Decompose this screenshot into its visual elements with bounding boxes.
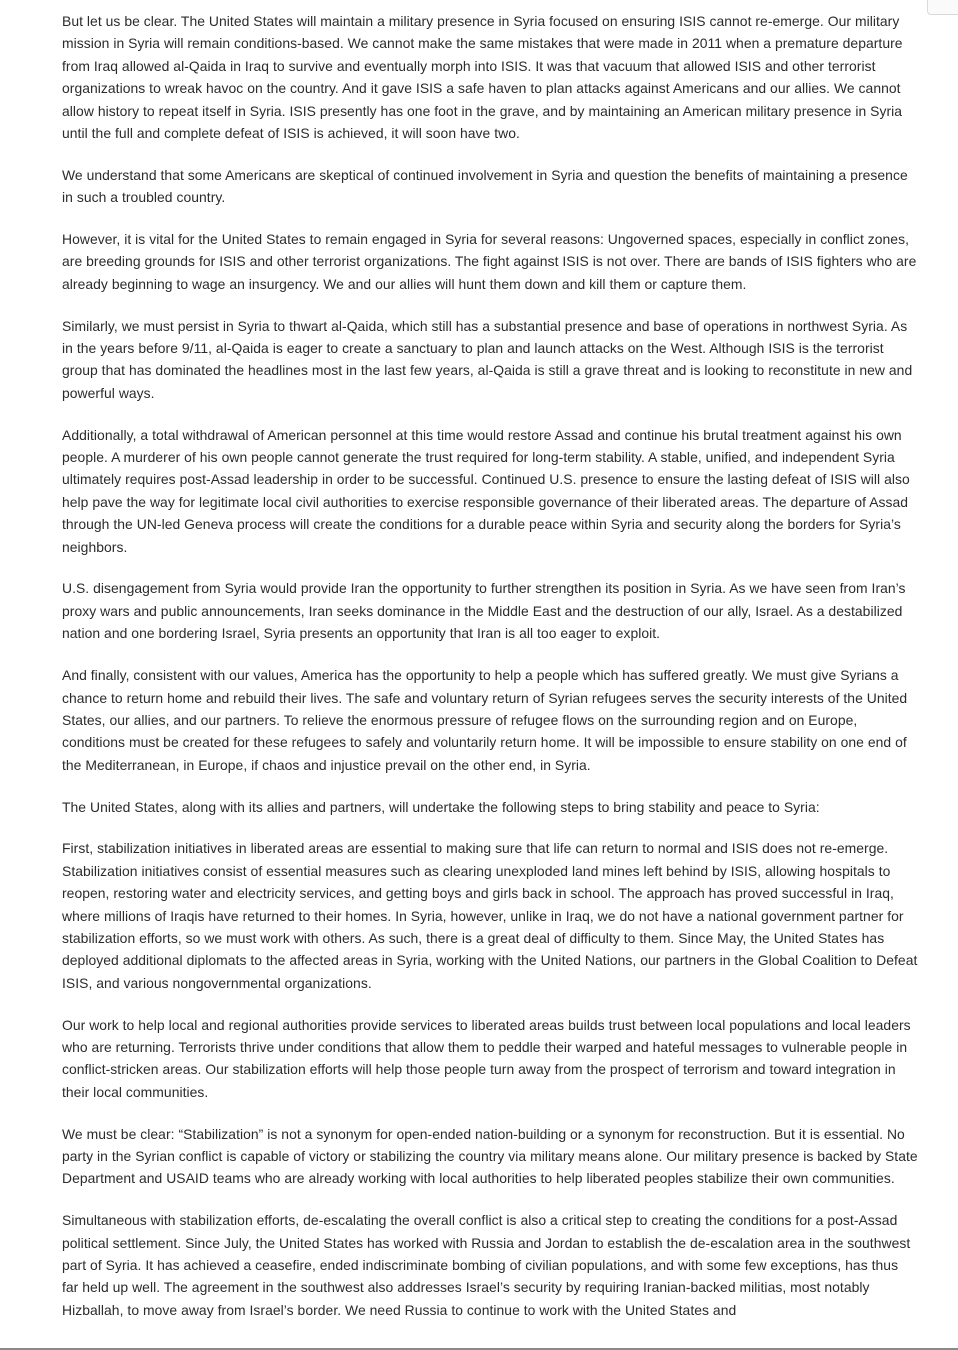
article-body (62, 10, 918, 1341)
paragraph-9: First, stabilization initiatives in liberated areas are essential to making sure that life can return to normal and ISIS does not re-emerge. Stabilization initiatives consist of essential measures such as clearing unexploded land mines left behind by ISIS, allowing hospitals to reopen, restoring water and electricity services, and getting boys and girls back in school. The approach has proved successful in Iraq, where millions of Iraqis have returned to their homes. In Syria, however, unlike in Iraq, we do not have a national government partner for stabilization efforts, so we must work with others. As such, there is a great deal of difficulty to them. Since May, the United States has deployed additional diplomats to the affected areas in Syria, working with the United Nations, our partners in the Global Coalition to Defeat ISIS, and various nongovernmental organizations. (62, 840, 918, 991)
paragraph-12: Simultaneous with stabilization efforts, de-escalating the overall conflict is also a critical step to creating the conditions for a post-Assad political settlement. Since July, the United States has worked with Russia and Jordan to establish the de-escalation area in the southwest part of Syria. It has achieved a ceasefire, ended indiscriminate bombing of civilian populations, and with some few exceptions, has thus far held up well. The agreement in the southwest also addresses Israel’s security by requiring Iranian-backed militias, most notably Hizballah, to move away from Israel’s border. We need Russia to continue to work with the United States and (62, 1212, 911, 1318)
paragraph-8: The United States, along with its allies and partners, will undertake the following steps to bring stability and peace to Syria: (62, 798, 820, 815)
paragraph-10: Our work to help local and regional authorities provide services to liberated areas builds trust between local populations and local leaders who are returning. Terrorists thrive under conditions that allow them to peddle their warped and hateful messages to vulnerable people in conflict-stricken areas. Our stabilization efforts will help those people turn away from the prospect of terrorism and toward integration in their local communities. (62, 1016, 911, 1100)
paragraph-3: However, it is vital for the United States to remain engaged in Syria for several reasons: Ungoverned spaces, especially in conflict zones, are breeding grounds for ISIS and other terrorist organizations. The fight against ISIS is not over. There are bands of ISIS fighters who are already beginning to wage an insurgency. We and our allies will hunt them down and kill them or capture them. (62, 231, 917, 292)
paragraph-11: We must be clear: “Stabilization” is not a synonym for open-ended nation-building or a synonym for reconstruction. But it is essential. No party in the Syrian conflict is capable of victory or stabilizing the country via military means alone. Our military presence is backed by State Department and USAID teams who are already working with local authorities to help liberated peoples stabilize their own communities. (62, 1125, 918, 1187)
paragraph-2: We understand that some Americans are skeptical of continued involvement in Syria and question the benefits of maintaining a presence in such a troubled country. (62, 166, 908, 206)
paragraph-5: Additionally, a total withdrawal of American personnel at this time would restore Assad and continue his brutal treatment against his own people. A murderer of his own people cannot generate the trust required for long-term stability. A stable, unified, and independent Syria ultimately requires post-Assad leadership in order to be successful. Continued U.S. presence to ensure the lasting defeat of ISIS will also help pave the way for legitimate local civil authorities to exercise responsible governance of their liberated areas. The departure of Assad through the UN-led Geneva process will create the conditions for a durable peace within Syria and security along the borders for Syria’s neighbors. (62, 426, 910, 555)
paragraph-7: And finally, consistent with our values, America has the opportunity to help a people which has suffered greatly. We must give Syrians a chance to return home and rebuild their lives. The safe and voluntary return of Syrian refugees serves the security interests of the United States, our allies, and our partners. To relieve the enormous pressure of refugee flows on the surrounding region and on Europe, conditions must be created for these refugees to safely and voluntarily return home. It will be impossible to ensure stability on one end of the Mediterranean, in Europe, if chaos and injustice prevail on the other end, in Syria. (62, 667, 908, 773)
window-corner-edge (927, 0, 958, 15)
paragraph-6: U.S. disengagement from Syria would provide Iran the opportunity to further strengthen its position in Syria. As we have seen from Iran’s proxy wars and public announcements, Iran seeks dominance in the Middle East and the destruction of our ally, Israel. As a destabilized nation and one bordering Israel, Syria presents an opportunity that Iran is all too eager to exploit. (62, 580, 906, 642)
paragraph-1: But let us be clear. The United States will maintain a military presence in Syria focused on ensuring ISIS cannot re-emerge. Our military mission in Syria will remain conditions-based. We cannot make the same mistakes that were made in 2011 when a premature departure from Iraq allowed al-Qaida in Iraq to survive and eventually morph into ISIS. It was that vacuum that allowed ISIS and other terrorist organizations to wreak havoc on the country. And it gave ISIS a safe haven to plan attacks against Americans and our allies. We cannot allow history to repeat itself in Syria. ISIS presently has one foot in the grave, and by maintaining an American military presence in Syria until the full and complete defeat of ISIS is achieved, it will soon have two. (62, 13, 903, 142)
paragraph-4: Similarly, we must persist in Syria to thwart al-Qaida, which still has a substantial presence and base of operations in northwest Syria. As in the years before 9/11, al-Qaida is eager to create a sanctuary to plan and launch attacks on the West. Although ISIS is the terrorist group that has dominated the headlines most in the last few years, al-Qaida is still a grave threat and is looking to reconstitute in new and powerful ways. (62, 317, 913, 401)
